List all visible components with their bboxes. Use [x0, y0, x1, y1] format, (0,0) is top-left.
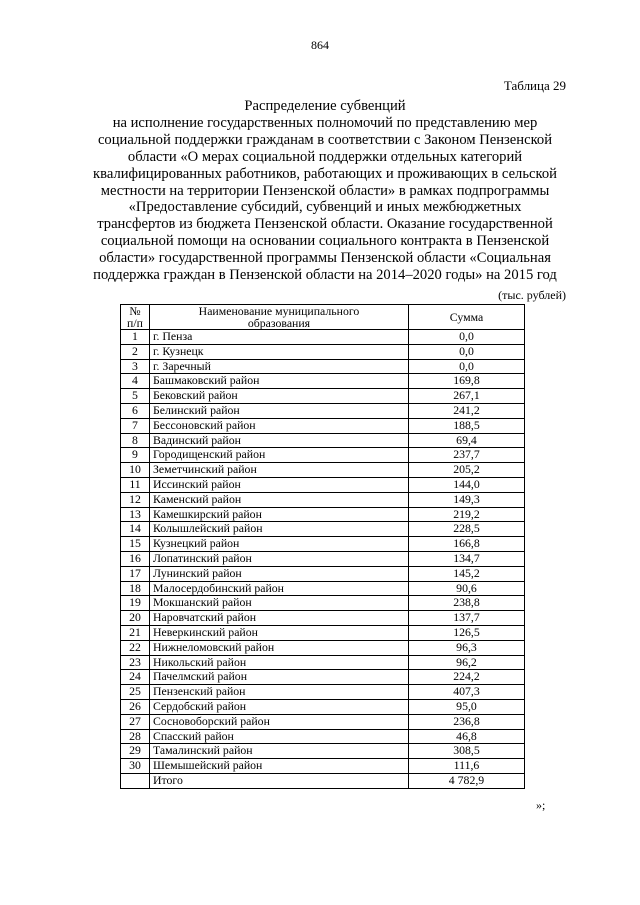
total-amount: 4 782,9 — [409, 773, 525, 788]
table-row — [121, 699, 525, 714]
row-number: 17 — [121, 566, 150, 581]
row-number: 26 — [121, 699, 150, 714]
total-label: Итого — [150, 773, 409, 788]
title-line: области» государственной программы Пензенской области «Социальная — [99, 250, 551, 267]
amount: 224,2 — [409, 670, 525, 685]
row-number: 21 — [121, 625, 150, 640]
table-row — [121, 522, 525, 537]
title-line: на исполнение государственных полномочий по представлению мер — [112, 114, 538, 131]
table-row — [121, 759, 525, 774]
title-line: социальной помощи на основании социального контракта в Пензенской — [100, 233, 550, 250]
table-row — [121, 492, 525, 507]
amount: 46,8 — [409, 729, 525, 744]
table-row — [121, 389, 525, 404]
row-number: 16 — [121, 551, 150, 566]
amount: 95,0 — [409, 699, 525, 714]
row-number: 25 — [121, 685, 150, 700]
municipality-name: Сердобский район — [150, 699, 409, 714]
amount: 90,6 — [409, 581, 525, 596]
municipality-name: Бессоновский район — [150, 418, 409, 433]
amount: 126,5 — [409, 625, 525, 640]
municipality-name: Белинский район — [150, 403, 409, 418]
amount: 96,3 — [409, 640, 525, 655]
row-number: 20 — [121, 611, 150, 626]
document-title — [80, 98, 570, 284]
amount: 407,3 — [409, 685, 525, 700]
amount: 241,2 — [409, 403, 525, 418]
title-line: квалифицированных работников, работающих и проживающих в сельской — [93, 165, 557, 182]
municipality-name: Пачелмский район — [150, 670, 409, 685]
municipality-name: Городищенский район — [150, 448, 409, 463]
amount: 111,6 — [409, 759, 525, 774]
amount: 228,5 — [409, 522, 525, 537]
municipality-name: Мокшанский район — [150, 596, 409, 611]
row-number: 29 — [121, 744, 150, 759]
page-number: 864 — [311, 38, 329, 52]
row-number: 9 — [121, 448, 150, 463]
table-row — [121, 685, 525, 700]
municipality-name: Лопатинский район — [150, 551, 409, 566]
amount: 169,8 — [409, 374, 525, 389]
table-row — [121, 507, 525, 522]
title-line: трансфертов из бюджета Пензенской области. Оказание государственной — [97, 216, 553, 233]
municipality-name: Кузнецкий район — [150, 537, 409, 552]
table-label: Таблица 29 — [503, 78, 566, 93]
amount: 238,8 — [409, 596, 525, 611]
row-number: 12 — [121, 492, 150, 507]
table-row — [121, 330, 525, 345]
row-number: 6 — [121, 403, 150, 418]
header-name-line2: образования — [247, 316, 311, 330]
amount: 144,0 — [409, 477, 525, 492]
amount: 219,2 — [409, 507, 525, 522]
subvention-table — [120, 304, 525, 789]
table-row — [121, 581, 525, 596]
row-number: 28 — [121, 729, 150, 744]
table-row — [121, 640, 525, 655]
table-row — [121, 714, 525, 729]
amount: 134,7 — [409, 551, 525, 566]
row-number: 3 — [121, 359, 150, 374]
header-num — [121, 305, 150, 330]
municipality-name: Земетчинский район — [150, 463, 409, 478]
header-num-line1: № — [129, 304, 141, 318]
header-num-line2: п/п — [127, 316, 143, 330]
title-line: поддержка граждан в Пензенской области на 2014–2020 годы» на 2015 год — [93, 267, 557, 284]
municipality-name: Башмаковский район — [150, 374, 409, 389]
municipality-name: Иссинский район — [150, 477, 409, 492]
municipality-name: Бековский район — [150, 389, 409, 404]
amount: 0,0 — [409, 344, 525, 359]
row-number: 24 — [121, 670, 150, 685]
amount: 0,0 — [409, 359, 525, 374]
header-name — [150, 305, 409, 330]
title-line: области «О мерах социальной поддержки отдельных категорий — [127, 148, 523, 165]
table-row — [121, 463, 525, 478]
table-row — [121, 374, 525, 389]
amount: 69,4 — [409, 433, 525, 448]
row-number: 4 — [121, 374, 150, 389]
row-number: 30 — [121, 759, 150, 774]
table-row — [121, 344, 525, 359]
municipality-name: Лунинский район — [150, 566, 409, 581]
row-number: 15 — [121, 537, 150, 552]
amount: 166,8 — [409, 537, 525, 552]
amount: 205,2 — [409, 463, 525, 478]
amount: 137,7 — [409, 611, 525, 626]
total-row — [121, 773, 525, 788]
title-line: местности на территории Пензенской области» в рамках подпрограммы — [100, 182, 550, 199]
units-label: (тыс. рублей) — [498, 288, 566, 302]
amount: 0,0 — [409, 330, 525, 345]
row-number: 22 — [121, 640, 150, 655]
municipality-name: Сосновоборский район — [150, 714, 409, 729]
municipality-name: Неверкинский район — [150, 625, 409, 640]
row-number: 19 — [121, 596, 150, 611]
amount: 236,8 — [409, 714, 525, 729]
table-row — [121, 448, 525, 463]
closing-mark: »; — [536, 798, 546, 812]
table-header-row — [121, 305, 525, 330]
table-row — [121, 403, 525, 418]
total-number — [121, 773, 150, 788]
municipality-name: Никольский район — [150, 655, 409, 670]
table-body — [121, 330, 525, 789]
municipality-name: г. Кузнецк — [150, 344, 409, 359]
table-row — [121, 744, 525, 759]
header-sum: Сумма — [409, 305, 525, 330]
table-row — [121, 611, 525, 626]
amount: 188,5 — [409, 418, 525, 433]
header-name-line1: Наименование муниципального — [198, 304, 360, 318]
row-number: 1 — [121, 330, 150, 345]
table-row — [121, 477, 525, 492]
row-number: 7 — [121, 418, 150, 433]
amount: 267,1 — [409, 389, 525, 404]
municipality-name: Пензенский район — [150, 685, 409, 700]
table-row — [121, 670, 525, 685]
municipality-name: Вадинский район — [150, 433, 409, 448]
municipality-name: Шемышейский район — [150, 759, 409, 774]
row-number: 5 — [121, 389, 150, 404]
table-row — [121, 418, 525, 433]
amount: 237,7 — [409, 448, 525, 463]
amount: 145,2 — [409, 566, 525, 581]
municipality-name: Нижнеломовский район — [150, 640, 409, 655]
row-number: 18 — [121, 581, 150, 596]
row-number: 13 — [121, 507, 150, 522]
title-line: социальной поддержки гражданам в соответствии с Законом Пензенской — [97, 131, 553, 148]
municipality-name: г. Пенза — [150, 330, 409, 345]
row-number: 23 — [121, 655, 150, 670]
municipality-name: Малосердобинский район — [150, 581, 409, 596]
amount: 149,3 — [409, 492, 525, 507]
table-row — [121, 655, 525, 670]
table-row — [121, 433, 525, 448]
table-row — [121, 359, 525, 374]
municipality-name: Наровчатский район — [150, 611, 409, 626]
title-line: Распределение субвенций — [244, 98, 406, 114]
table-row — [121, 625, 525, 640]
row-number: 14 — [121, 522, 150, 537]
table-row — [121, 729, 525, 744]
row-number: 8 — [121, 433, 150, 448]
table-row — [121, 566, 525, 581]
amount: 96,2 — [409, 655, 525, 670]
table-row — [121, 537, 525, 552]
municipality-name: г. Заречный — [150, 359, 409, 374]
municipality-name: Камешкирский район — [150, 507, 409, 522]
row-number: 10 — [121, 463, 150, 478]
amount: 308,5 — [409, 744, 525, 759]
municipality-name: Спасский район — [150, 729, 409, 744]
municipality-name: Каменский район — [150, 492, 409, 507]
table-row — [121, 551, 525, 566]
row-number: 11 — [121, 477, 150, 492]
table-row — [121, 596, 525, 611]
municipality-name: Тамалинский район — [150, 744, 409, 759]
row-number: 27 — [121, 714, 150, 729]
municipality-name: Колышлейский район — [150, 522, 409, 537]
row-number: 2 — [121, 344, 150, 359]
title-line: «Предоставление субсидий, субвенций и иных межбюджетных — [128, 199, 522, 216]
